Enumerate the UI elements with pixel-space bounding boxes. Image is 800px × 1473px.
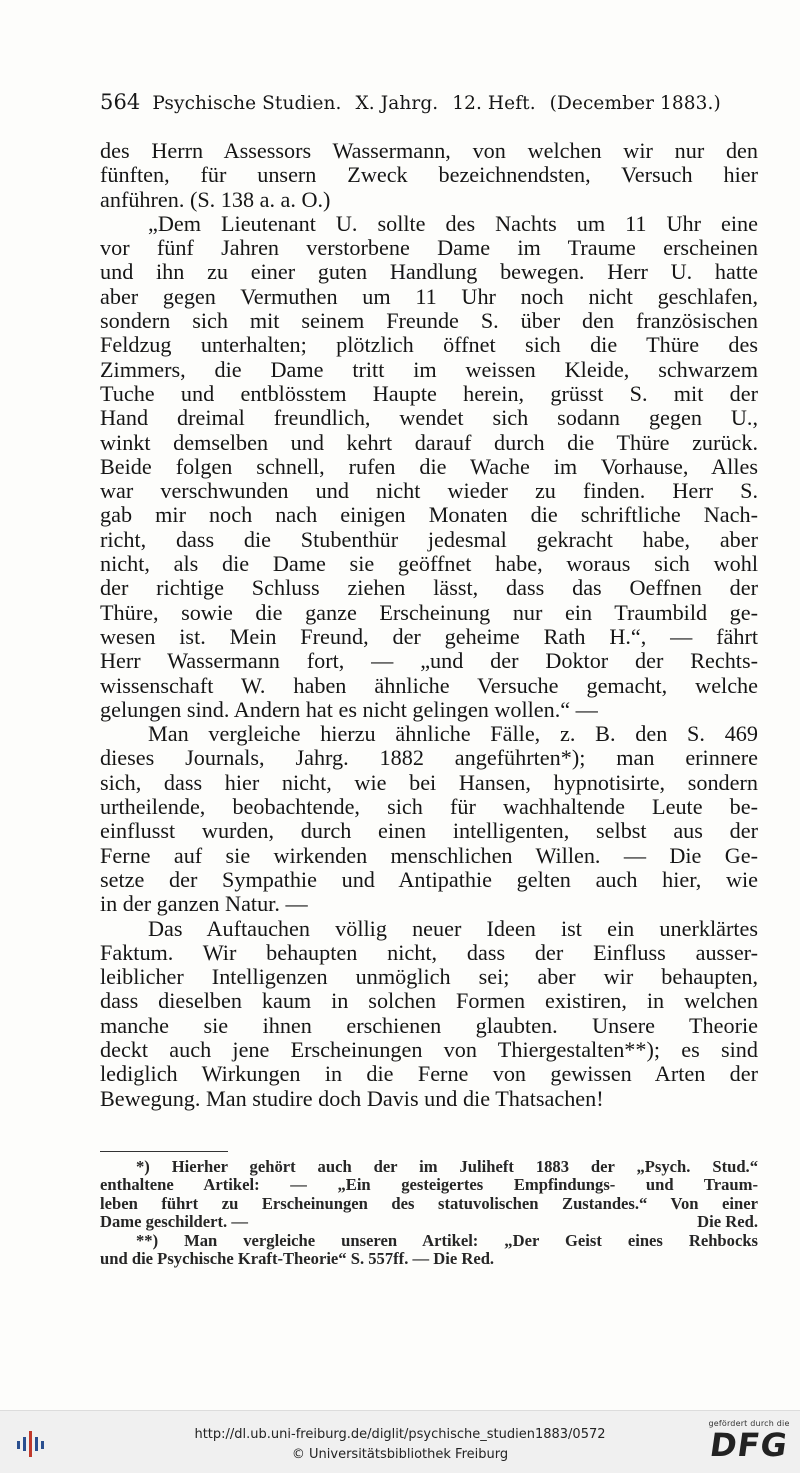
text-line: fünften, für unsern Zweck bezeichnendsten, Versuch hier <box>100 162 758 188</box>
text-line: Beide folgen schnell, rufen die Wache im Vorhause, Alles <box>100 453 758 479</box>
text-line: gelungen sind. Andern hat es nicht gelingen wollen.“ — <box>100 696 598 722</box>
text-line: des Herrn Assessors Wassermann, von welchen wir nur den <box>100 138 758 163</box>
footnotes <box>100 1158 758 1268</box>
page-number: 564 <box>100 90 141 114</box>
footnote-line: leben führt zu Erscheinungen des statuvolischen Zustandes.“ Von einer <box>100 1193 758 1213</box>
text-line: einflusst wurden, durch einen intelligenten, selbst aus der <box>100 818 758 844</box>
text-line: war verschwunden und nicht wieder zu finden. Herr S. <box>100 478 758 504</box>
text-line: Hand dreimal freundlich, wendet sich sodann gegen U., <box>100 405 758 431</box>
text-line: deckt auch jene Erscheinungen von Thiergestalten**); es sind <box>100 1036 758 1062</box>
body-text <box>100 139 758 1111</box>
text-line: Faktum. Wir behaupten nicht, dass der Einfluss ausser- <box>100 939 758 965</box>
copyright-notice: © Universitätsbibliothek Freiburg <box>291 1447 509 1462</box>
text-line: winkt demselben und kehrt darauf durch die Thüre zurück. <box>100 429 758 455</box>
text-line: richt, dass die Stubenthür jedesmal gekracht habe, aber <box>100 526 758 552</box>
text-line: wesen ist. Mein Freund, der geheime Rath H.“, — fährt <box>100 623 758 649</box>
text-line: Man vergleiche hierzu ähnliche Fälle, z. B. den S. 469 <box>148 721 758 747</box>
viewer-footer <box>0 1410 800 1473</box>
text-line: und ihn zu einer guten Handlung bewegen. Herr U. hatte <box>100 259 758 285</box>
footnote-line <box>100 1213 758 1231</box>
footnote-signature: Die Red. <box>697 1212 758 1232</box>
dfg-wordmark: DFG <box>707 1426 791 1464</box>
text-line: dass dieselben kaum in solchen Formen existiren, in welchen <box>100 988 758 1014</box>
volume-label: X. Jahrg. <box>355 93 439 114</box>
footnote-line: **) Man vergleiche unseren Artikel: „Der Geist eines Rehbocks <box>136 1230 758 1250</box>
text-line: manche sie ihnen erschienen glaubten. Unsere Theorie <box>100 1012 758 1038</box>
text-line: in der ganzen Natur. — <box>100 891 308 917</box>
text-line: Bewegung. Man studire doch Davis und die Thatsachen! <box>100 1085 604 1111</box>
text-line: Tuche und entblösstem Haupte herein, grüsst S. mit der <box>100 380 758 406</box>
text-line: dieses Journals, Jahrg. 1882 angeführten*); man erinnere <box>100 745 758 771</box>
text-line: Feldzug unterhalten; plötzlich öffnet sich die Thüre des <box>100 332 758 358</box>
text-line: lediglich Wirkungen in die Ferne von gewissen Arten der <box>100 1061 758 1087</box>
issue-label: 12. Heft. <box>452 93 536 114</box>
footnote-line: *) Hierher gehört auch der im Juliheft 1883 der „Psych. Stud.“ <box>136 1157 758 1176</box>
permalink-url[interactable]: http://dl.ub.uni-freiburg.de/diglit/psychische_studien1883/0572 <box>194 1427 606 1442</box>
text-line: Das Auftauchen völlig neuer Ideen ist ein unerklärtes <box>148 915 758 941</box>
text-line: Ferne auf sie wirkenden menschlichen Willen. — Die Ge- <box>100 842 758 868</box>
footnote-line: enthaltene Artikel: — „Ein gesteigertes Empfindungs- und Traum- <box>100 1175 758 1195</box>
text-line: gab mir noch nach einigen Monaten die schriftliche Nach- <box>100 502 758 528</box>
text-line: anführen. (S. 138 a. a. O.) <box>100 186 331 212</box>
footnote-line: und die Psychische Kraft-Theorie“ S. 557ff. — Die Red. <box>100 1249 495 1269</box>
text-line: urtheilende, beobachtende, sich für wachhaltende Leute be- <box>100 794 758 820</box>
text-line: Thüre, sowie die ganze Erscheinung nur ein Traumbild ge- <box>100 599 758 625</box>
text-line: „Dem Lieutenant U. sollte des Nachts um 11 Uhr eine <box>148 210 758 236</box>
text-line: sich, dass hier nicht, wie bei Hansen, hypnotisirte, sondern <box>100 769 758 795</box>
text-line: der richtige Schluss ziehen lässt, dass das Oeffnen der <box>100 575 758 601</box>
text-line: Herr Wassermann fort, — „und der Doktor der Rechts- <box>100 648 758 674</box>
text-line: sondern sich mit seinem Freunde S. über den französischen <box>100 308 758 334</box>
dfg-caption: gefördert durch die <box>708 1419 790 1428</box>
footnote-rule <box>100 1151 228 1152</box>
text-line: wissenschaft W. haben ähnliche Versuche gemacht, welche <box>100 672 758 698</box>
journal-title: Psychische Studien. <box>152 93 342 114</box>
text-line: Zimmers, die Dame tritt im weissen Kleide, schwarzem <box>100 356 758 382</box>
dfg-logo-icon <box>706 1419 792 1469</box>
footnote-text: Dame geschildert. — <box>100 1212 248 1232</box>
text-line: leiblicher Intelligenzen unmöglich sei; aber wir behaupten, <box>100 964 758 990</box>
text-line: setze der Sympathie und Antipathie gelten auch hier, wie <box>100 866 758 892</box>
running-header <box>100 90 760 114</box>
issue-date: (December 1883.) <box>549 93 721 114</box>
text-line: aber gegen Vermuthen um 11 Uhr noch nicht geschlafen, <box>100 283 758 309</box>
text-line: vor fünf Jahren verstorbene Dame im Traume erscheinen <box>100 235 758 261</box>
text-line: nicht, als die Dame sie geöffnet habe, woraus sich wohl <box>100 551 758 577</box>
